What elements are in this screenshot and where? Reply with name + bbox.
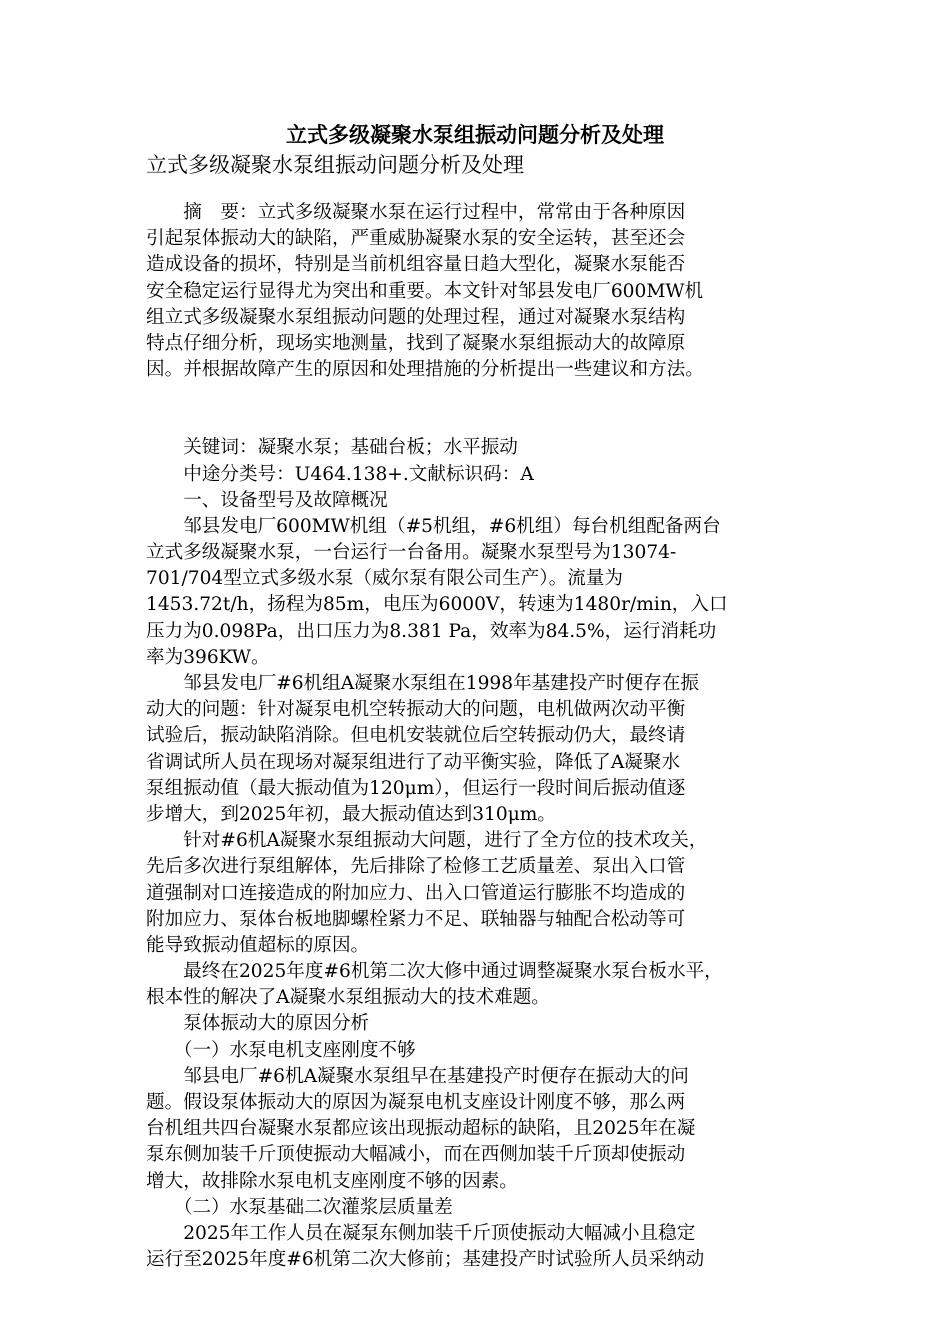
abstract-line: 特点仔细分析，现场实地测量，找到了凝聚水泵组振动大的故障原	[146, 332, 686, 354]
body-line: 最终在2025年度#6机第二次大修中通过调整凝聚水泵台板水平，	[146, 961, 723, 983]
body-line: 邹县发电厂600MW机组（#5机组，#6机组）每台机组配备两台	[146, 515, 721, 537]
body-line: 701/704型立式多级水泵（威尔泵有限公司生产）。流量为	[146, 568, 624, 590]
body-line: 压力为0.098Pa，出口压力为8.381 Pa，效率为84.5%，运行消耗功	[146, 620, 717, 642]
body-line: 针对#6机A凝聚水泵组振动大问题，进行了全方位的技术攻关，	[146, 830, 708, 852]
abstract-line: 引起泵体振动大的缺陷，严重威胁凝聚水泵的安全运转，甚至还会	[146, 228, 686, 250]
body-line: 增大，故排除水泵电机支座刚度不够的因素。	[146, 1170, 518, 1192]
classification-line: 中途分类号：U464.138+.文献标识码：A	[146, 463, 534, 485]
subsection-heading: （二）水泵基础二次灌浆层质量差	[146, 1196, 453, 1218]
document-body	[146, 200, 816, 1273]
body-line: 根本性的解决了A凝聚水泵组振动大的技术难题。	[146, 987, 550, 1009]
body-line: 动大的问题：针对凝泵电机空转振动大的问题，电机做两次动平衡	[146, 699, 686, 721]
body-line: 试验后，振动缺陷消除。但电机安装就位后空转振动仍大，最终请	[146, 725, 686, 747]
body-line: 先后多次进行泵组解体，先后排除了检修工艺质量差、泵出入口管	[146, 856, 686, 878]
body-line: 题。假设泵体振动大的原因为凝泵电机支座设计刚度不够，那么两	[146, 1092, 686, 1113]
body-line: 率为396KW。	[146, 646, 270, 668]
body-line: 立式多级凝聚水泵，一台运行一台备用。凝聚水泵型号为13074-	[146, 542, 677, 564]
body-line: 泵组振动值（最大振动值为120μm），但运行一段时间后振动值逐	[146, 777, 686, 799]
body-line: 道强制对口连接造成的附加应力、出入口管道运行膨胀不均造成的	[146, 882, 686, 904]
body-line: 步增大，到2025年初，最大振动值达到310μm。	[146, 803, 557, 825]
body-line: 邹县发电厂#6机组A凝聚水泵组在1998年基建投产时便存在振	[146, 673, 700, 694]
keywords-line: 关键词：凝聚水泵；基础台板；水平振动	[146, 437, 518, 459]
body-line: 省调试所人员在现场对凝泵组进行了动平衡实验，降低了A凝聚水	[146, 751, 681, 773]
paragraph-gap	[146, 383, 816, 435]
document-subtitle: 立式多级凝聚水泵组振动问题分析及处理	[146, 153, 524, 177]
abstract-line: 摘 要：立式多级凝聚水泵在运行过程中，常常由于各种原因	[146, 202, 686, 223]
body-line: 附加应力、泵体台板地脚螺栓紧力不足、联轴器与轴配合松动等可	[146, 908, 686, 930]
section-heading: 泵体振动大的原因分析	[146, 1013, 370, 1035]
body-line: 运行至2025年度#6机第二次大修前；基建投产时试验所人员采纳动	[146, 1249, 705, 1271]
abstract-line: 组立式多级凝聚水泵组振动问题的处理过程，通过对凝聚水泵结构	[146, 306, 686, 328]
body-line: 1453.72t/h，扬程为85m，电压为6000V，转速为1480r/min，入口	[146, 594, 728, 616]
abstract-line: 造成设备的损坏，特别是当前机组容量日趋大型化，凝聚水泵能否	[146, 254, 686, 276]
document-title: 立式多级凝聚水泵组振动问题分析及处理	[286, 123, 664, 147]
body-line: 邹县电厂#6机A凝聚水泵组早在基建投产时便存在振动大的问	[146, 1065, 689, 1087]
section-heading: 一、设备型号及故障概况	[146, 489, 388, 511]
body-line: 泵东侧加装千斤顶使振动大幅减小，而在西侧加装千斤顶却使振动	[146, 1144, 686, 1166]
body-line: 2025年工作人员在凝泵东侧加装千斤顶使振动大幅减小且稳定	[146, 1222, 696, 1244]
abstract-line: 安全稳定运行显得尤为突出和重要。本文针对邹县发电厂600MW机	[146, 280, 704, 302]
subsection-heading: （一）水泵电机支座刚度不够	[146, 1039, 416, 1061]
abstract-line: 因。并根据故障产生的原因和处理措施的分析提出一些建议和方法。	[146, 359, 704, 381]
main-text-block	[146, 435, 816, 1273]
body-line: 台机组共四台凝聚水泵都应该出现振动超标的缺陷，且2025年在凝	[146, 1118, 696, 1140]
body-line: 能导致振动值超标的原因。	[146, 934, 370, 956]
abstract-block	[146, 200, 816, 383]
